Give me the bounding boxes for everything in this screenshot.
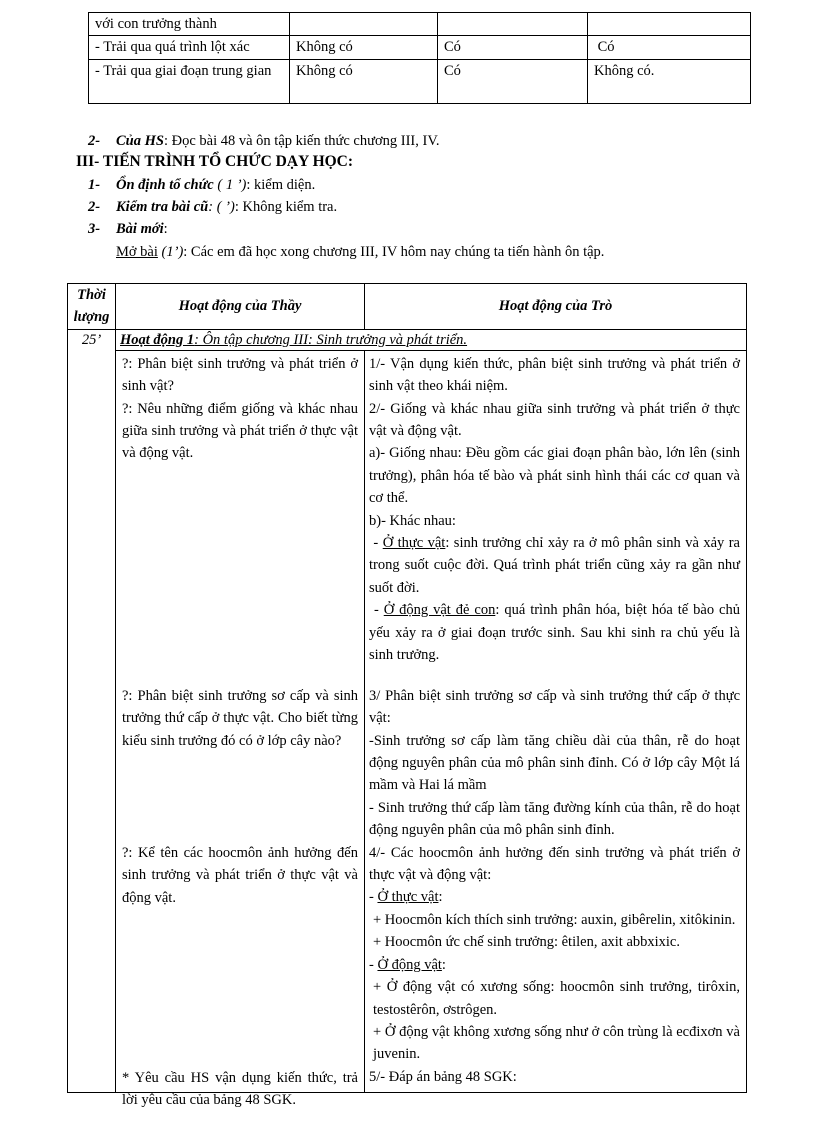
prep-label: Của HS (116, 133, 164, 149)
table-cell: Có (588, 36, 751, 60)
section-heading: III- TIẾN TRÌNH TỔ CHỨC DẠY HỌC: (76, 153, 354, 170)
student-answer: - Sinh trưởng thứ cấp làm tăng đường kính của thân, rễ do hoạt động nguyên phân của mô phân sinh đỉnh. (369, 799, 740, 839)
step-time: ( 1 ’) (213, 177, 247, 193)
animal-label: Ở động vật (377, 956, 442, 973)
header-teacher: Hoạt động của Thầy (116, 284, 365, 330)
list-number: 3- (88, 221, 101, 237)
student-answer: 1/- Vận dụng kiến thức, phân biệt sinh trưởng và phát triển ở sinh vật theo khái niệm. (369, 355, 740, 395)
table-cell: với con trưởng thành (89, 13, 290, 36)
teacher-instruction: * Yêu cầu HS vận dụng kiến thức, trả lời yêu cầu của bảng 48 SGK. (122, 1069, 358, 1109)
teacher-question: ?: Phân biệt sinh trưởng sơ cấp và sinh trưởng thứ cấp ở thực vật. Cho biết từng kiểu sinh trưởng đó có ở lớp cây nào? (122, 687, 358, 749)
prep-text: : Đọc bài 48 và ôn tập kiến thức chương III, IV. (163, 133, 440, 149)
student-answer: - Ở thực vật: (369, 889, 443, 906)
step-label: Bài mới (116, 221, 164, 237)
step-2 (88, 197, 337, 217)
lesson-table (67, 283, 747, 1109)
intro-label: Mở bài (116, 244, 158, 260)
table-cell: Có (438, 60, 588, 104)
list-number: 2- (88, 199, 101, 215)
table-cell: Không có (290, 36, 438, 60)
student-answer: -Sinh trưởng sơ cấp làm tăng chiều dài của thân, rễ do hoạt động nguyên phân của mô phân sinh đỉnh. Có ở lớp cây Một lá mầm và Hai lá mầm (369, 732, 740, 794)
student-answer: b)- Khác nhau: (369, 512, 456, 529)
teacher-column (116, 350, 365, 1109)
time-value: 25’ (68, 329, 116, 1092)
activity-title (116, 329, 747, 350)
activity-row (68, 329, 747, 350)
step-text: : kiểm diện. (246, 177, 316, 193)
table-cell: Có (438, 36, 588, 60)
plant-label: Ở thực vật (382, 535, 446, 552)
teacher-question: ?: Phân biệt sinh trưởng và phát triển ở sinh vật? (122, 355, 358, 395)
student-answer: + Ở động vật có xương sống: hoocmôn sinh trưởng, tirôxin, testostêrôn, ơstrôgen. (373, 979, 740, 1018)
table-cell (588, 13, 751, 36)
plant-text: : sinh trưởng chỉ xảy ra ở mô phân sinh và xảy ra trong suốt cuộc đời. Quá trình phát triển cũng xảy ra gần như suốt đời. (369, 535, 740, 596)
list-number: 2- (88, 133, 101, 149)
student-answer: + Hoocmôn ức chế sinh trưởng: êtilen, axit abbxixic. (373, 934, 680, 951)
step-label: Ổn định tổ chức (116, 177, 214, 193)
plant-label: Ở thực vật (377, 889, 439, 906)
step-1 (88, 175, 315, 195)
student-answer: a)- Giống nhau: Đều gồm các giai đoạn phân bào, lớn lên (sinh trưởng), phân hóa tế bào và phát sinh hình thái các cơ quan và cơ thể. (369, 445, 740, 507)
student-prep (88, 131, 440, 151)
table-cell (290, 13, 438, 36)
table-cell: Không có (290, 60, 438, 104)
student-answer: - Ở động vật đẻ con: quá trình phân hóa, biệt hóa tế bào chủ yếu xảy ra ở giai đoạn trước sinh. Sau khi sinh ra chủ yếu là sinh trưởng. (369, 602, 740, 664)
animal-label: Ở động vật đẻ con (383, 602, 496, 619)
step-time: : ( ’) (208, 199, 235, 215)
content-row (68, 350, 747, 1092)
table-row (89, 60, 751, 104)
teacher-question: ?: Nêu những điểm giống và khác nhau giữa sinh trưởng và phát triển ở thực vật và động vật. (122, 400, 358, 462)
header-time (68, 284, 116, 330)
student-answer: 3/ Phân biệt sinh trưởng sơ cấp và sinh trưởng thứ cấp ở thực vật: (369, 687, 740, 727)
table-row (89, 13, 751, 36)
student-answer: 2/- Giống và khác nhau giữa sinh trưởng và phát triển ở thực vật và động vật. (369, 400, 740, 440)
student-answer: + Ở động vật không xương sống như ở côn trùng là ecđixơn và juvenin. (373, 1023, 740, 1063)
student-answer: 5/- Đáp án bảng 48 SGK: (369, 1068, 517, 1085)
table-cell (438, 13, 588, 36)
student-answer: 4/- Các hoocmôn ảnh hưởng đến sinh trưởng và phát triển ở thực vật và động vật: (369, 844, 740, 884)
intro-line (116, 242, 604, 262)
table-cell: - Trải qua quá trình lột xác (89, 36, 290, 60)
student-answer: - Ở thực vật: sinh trưởng chỉ xảy ra ở mô phân sinh và xảy ra trong suốt cuộc đời. Quá trình phát triển cũng xảy ra gần như suốt đời. (369, 535, 740, 596)
table-header-row (68, 284, 747, 330)
intro-text: : Các em đã học xong chương III, IV hôm nay chúng ta tiến hành ôn tập. (183, 244, 605, 260)
student-answer: + Hoocmôn kích thích sinh trưởng: auxin, gibêrelin, xitôkinin. (373, 911, 736, 928)
intro-time: (1’) (157, 244, 184, 260)
activity-text: : Ôn tập chương III: Sinh trưởng và phát triển. (194, 331, 468, 348)
table-cell: - Trải qua giai đoạn trung gian (89, 60, 290, 104)
table-cell: Không có. (588, 60, 751, 104)
student-block-3 (369, 685, 740, 1088)
comparison-table (88, 12, 751, 104)
step-text: : Không kiểm tra. (234, 199, 338, 215)
student-answer: - Ở động vật: (369, 956, 446, 973)
table-row (89, 36, 751, 60)
animal-text: : quá trình phân hóa, biệt hóa tế bào chủ yếu xảy ra ở giai đoạn trước sinh. Sau khi sinh ra chủ yếu là sinh trưởng. (369, 602, 740, 664)
step-3 (88, 219, 168, 239)
step-text: : (163, 221, 168, 237)
header-time-label: Thời lượng (73, 287, 110, 326)
activity-label: Hoạt động 1 (120, 331, 195, 348)
header-student: Hoạt động của Trò (365, 284, 747, 330)
list-number: 1- (88, 177, 101, 193)
step-label: Kiểm tra bài cũ (116, 199, 209, 215)
teacher-question: ?: Kể tên các hoocmôn ảnh hưởng đến sinh trưởng và phát triển ở thực vật và động vật. (122, 844, 358, 906)
student-column (365, 350, 747, 1092)
